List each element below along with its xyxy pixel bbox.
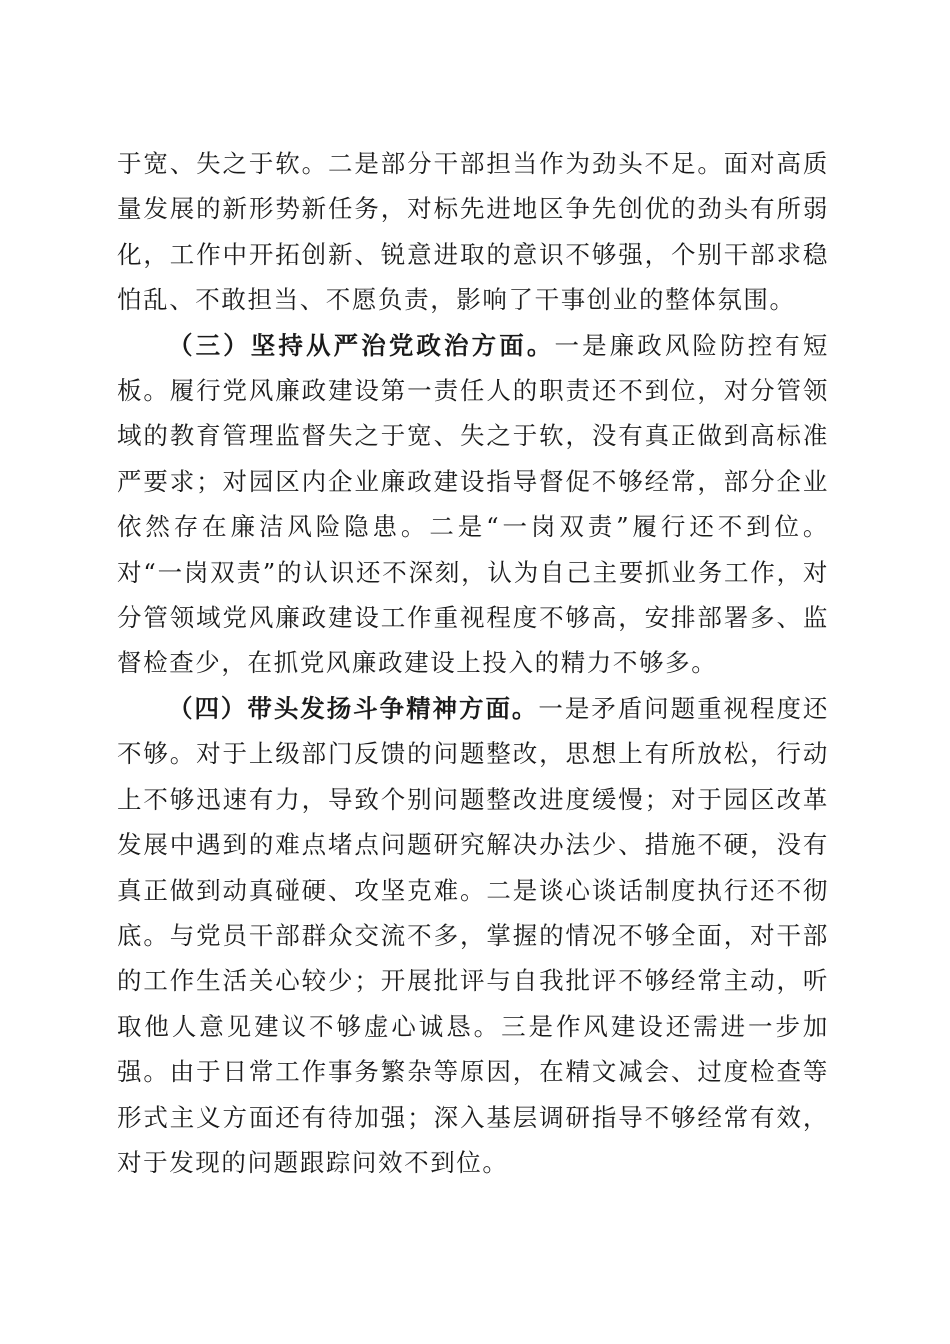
paragraph-text: 一是矛盾问题重视程度还不够。对于上级部门反馈的问题整改，思想上有所放松，行动上不够迅速有力，导致个别问题整改进度缓慢；对于园区改革发展中遇到的难点堵点问题研究解决办法少、措施不硬，没有真正做到动真碰硬、攻坚克难。二是谈心谈话制度执行还不彻底。与党员干部群众交流不多，掌握的情况不够全面，对干部的工作生活关心较少；开展批评与自我批评不够经常主动，听取他人意见建议不够虚心诚恳。三是作风建设还需进一步加强。由于日常工作事务繁杂等原因，在精文减会、过度检查等形式主义方面还有待加强；深入基层调研指导不够经常有效，对于发现的问题跟踪问效不到位。 — [117, 693, 829, 1177]
paragraph-section-four — [117, 686, 829, 1185]
paragraph-section-three — [117, 323, 829, 686]
paragraph-continuation — [117, 141, 829, 323]
section-heading: （四）带头发扬斗争精神方面。 — [168, 693, 539, 723]
section-heading: （三）坚持从严治党政治方面。 — [168, 330, 555, 360]
paragraph-text: 一是廉政风险防控有短板。履行党风廉政建设第一责任人的职责还不到位，对分管领域的教育管理监督失之于宽、失之于软，没有真正做到高标准严要求；对园区内企业廉政建设指导督促不够经常，部分企业依然存在廉洁风险隐患。二是“一岗双责”履行还不到位。对“一岗双责”的认识还不深刻，认为自己主要抓业务工作，对分管领域党风廉政建设工作重视程度不够高，安排部署多、监督检查少，在抓党风廉政建设上投入的精力不够多。 — [117, 330, 830, 678]
paragraph-text: 于宽、失之于软。二是部分干部担当作为劲头不足。面对高质量发展的新形势新任务，对标先进地区争先创优的劲头有所弱化，工作中开拓创新、锐意进取的意识不够强，个别干部求稳怕乱、不敢担当、不愿负责，影响了干事创业的整体氛围。 — [117, 149, 829, 315]
document-body — [117, 141, 829, 1185]
